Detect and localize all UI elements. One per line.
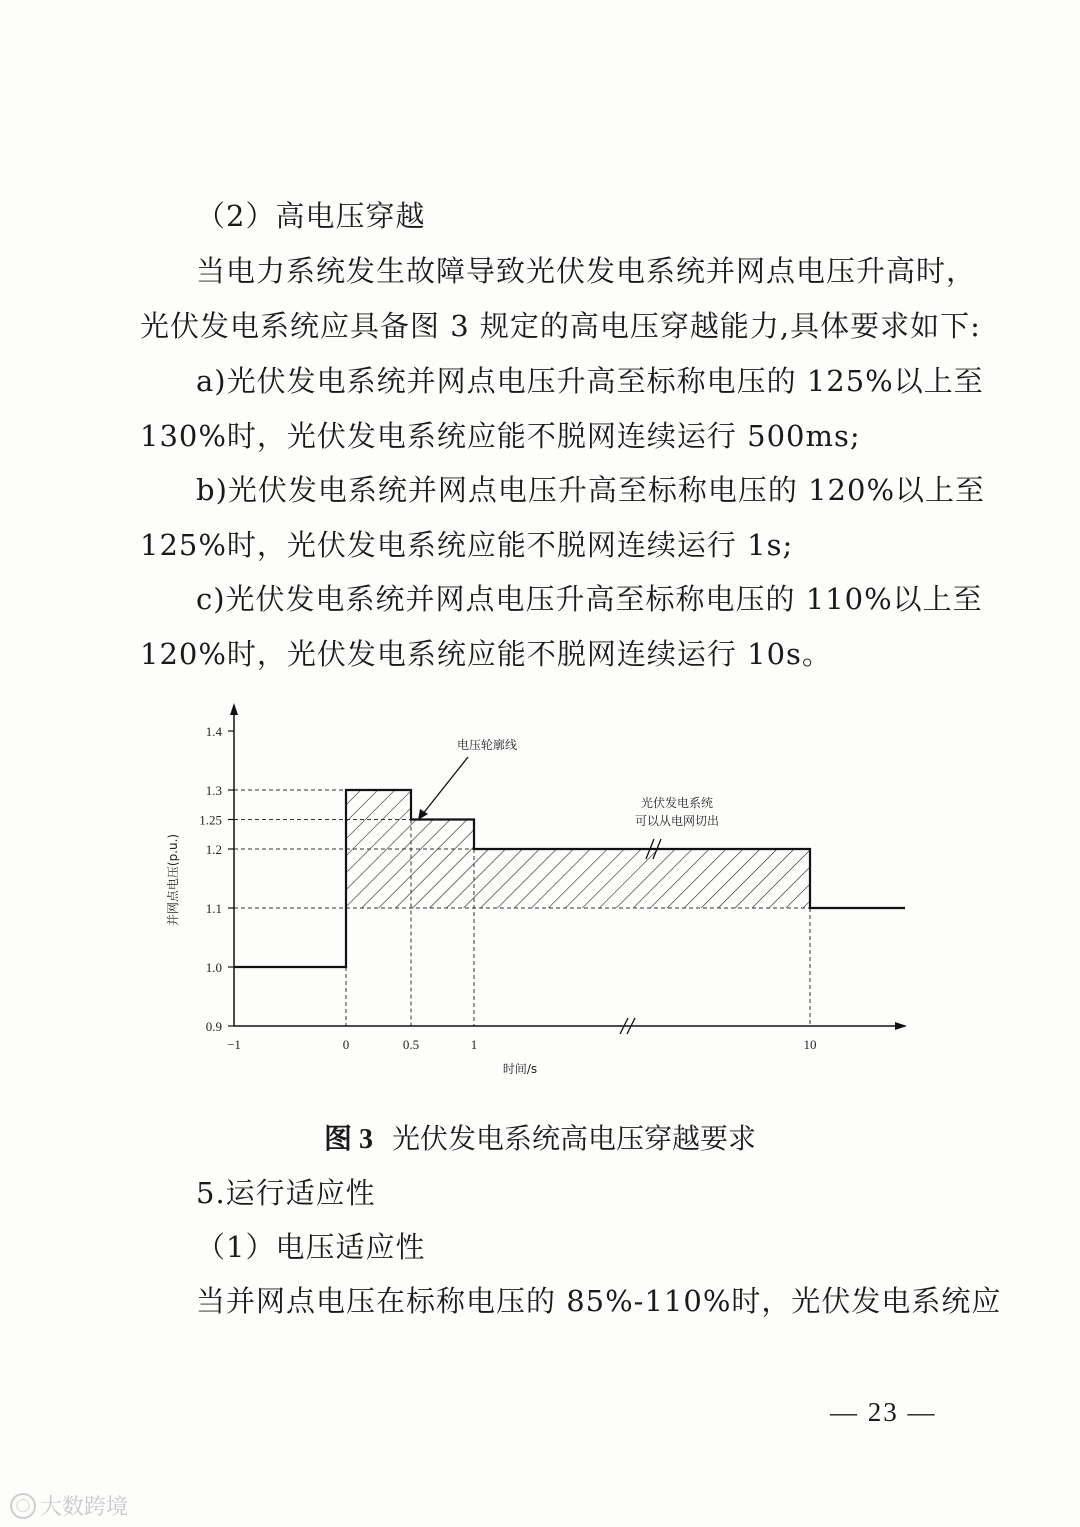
chart-plot-area	[199, 703, 907, 1052]
profile-annotation: 电压轮廓线	[456, 738, 518, 752]
profile-annotation-arrow	[422, 757, 468, 815]
y-axis-label: 并网点电压(p.u.)	[166, 833, 180, 927]
paragraph-line: 当并网点电压在标称电压的 85%-110%时，光伏发电系统应	[196, 1284, 1002, 1318]
x-tick-label: 10	[803, 1037, 817, 1052]
y-axis-arrow	[230, 703, 238, 715]
y-tick-label: 1.25	[199, 812, 222, 828]
y-tick-label: 1.2	[205, 842, 222, 857]
logo-icon: ◯	[10, 1493, 36, 1519]
figure-number: 图 3	[324, 1124, 374, 1155]
paragraph-line: 当电力系统发生故障导致光伏发电系统并网点电压升高时，	[196, 254, 977, 288]
paragraph-line: 130%时，光伏发电系统应能不脱网连续运行 500ms;	[140, 419, 861, 453]
x-tick-label: 0	[342, 1037, 350, 1052]
section-heading: （2）高电压穿越	[196, 199, 426, 233]
paragraph-line: 光伏发电系统应具备图 3 规定的高电压穿越能力,具体要求如下:	[140, 309, 981, 343]
x-tick-label: −1	[227, 1037, 241, 1052]
profile-annotation-arrowhead	[418, 809, 428, 820]
paragraph-line: b)光伏发电系统并网点电压升高至标称电压的 120%以上至	[196, 473, 986, 507]
paragraph-line: 125%时，光伏发电系统应能不脱网连续运行 1s;	[140, 528, 794, 562]
watermark-text: 大数跨境	[40, 1495, 129, 1520]
section5-heading: 5.运行适应性	[196, 1176, 376, 1210]
page-number: — 23 —	[830, 1397, 937, 1427]
y-tick-label: 1.3	[205, 783, 222, 798]
trip-annotation-line2: 可以从电网切出	[634, 814, 720, 828]
figure-title: 光伏发电系统高电压穿越要求	[391, 1122, 756, 1155]
x-tick-label: 0.5	[402, 1037, 420, 1052]
y-tick-label: 1.1	[205, 901, 222, 916]
paragraph-line: c)光伏发电系统并网点电压升高至标称电压的 110%以上至	[196, 582, 983, 616]
x-axis-arrow	[895, 1022, 907, 1030]
y-tick-label: 1.0	[205, 960, 222, 975]
paragraph-line: 120%时，光伏发电系统应能不脱网连续运行 10s。	[140, 637, 832, 671]
figure-caption	[0, 1121, 1080, 1158]
x-tick-label: 1	[470, 1037, 478, 1052]
paragraph-line: a)光伏发电系统并网点电压升高至标称电压的 125%以上至	[196, 364, 984, 398]
hvrt-chart	[150, 695, 930, 1095]
x-axis-label: 时间/s	[502, 1062, 538, 1076]
y-tick-label: 0.9	[205, 1019, 222, 1034]
trip-annotation-line1: 光伏发电系统	[640, 796, 714, 810]
y-tick-label: 1.4	[205, 724, 222, 739]
watermark	[10, 1490, 128, 1521]
subsection-heading: （1）电压适应性	[196, 1230, 426, 1264]
